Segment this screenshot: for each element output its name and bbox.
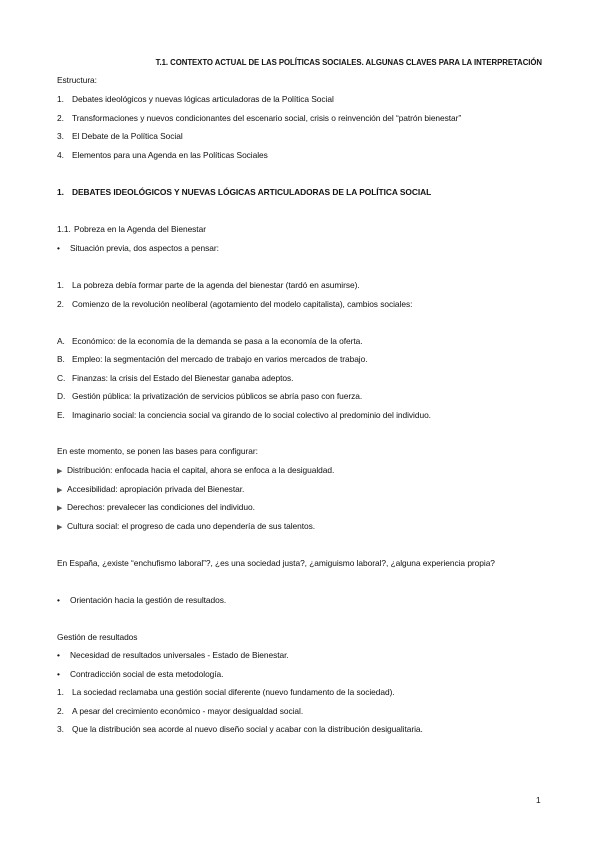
estructura-label: Estructura: — [57, 75, 97, 85]
bullet-icon: • — [57, 243, 60, 253]
bullet-icon: • — [57, 669, 60, 679]
question-paragraph: En España, ¿existe “enchufismo laboral”?, ¿es una sociedad justa?, ¿amiguismo laboral?, ¿alguna experiencia propia? — [57, 558, 495, 568]
base-item: ▶ Accesibilidad: apropiación privada del Bienestar. — [57, 484, 245, 494]
triangle-bullet-icon: ▶ — [57, 468, 63, 475]
gestion-item: 1. La sociedad reclamaba una gestión social diferente (nuevo fundamento de la sociedad). — [57, 687, 395, 697]
aspecto-item: 1. La pobreza debía formar parte de la agenda del bienestar (tardó en asumirse). — [57, 280, 360, 290]
cambio-item: E. Imaginario social: la conciencia social va girando de lo social colectivo al predominio del individuo. — [57, 410, 431, 420]
bullet-item: • Necesidad de resultados universales - Estado de Bienestar. — [57, 650, 289, 660]
estructura-item: 1. Debates ideológicos y nuevas lógicas articuladoras de la Política Social — [57, 94, 334, 104]
bases-intro: En este momento, se ponen las bases para configurar: — [57, 446, 258, 456]
section-heading: 1. DEBATES IDEOLÓGICOS Y NUEVAS LÓGICAS ARTICULADORAS DE LA POLÍTICA SOCIAL — [57, 187, 432, 197]
subsection-heading: 1.1. Pobreza en la Agenda del Bienestar — [57, 224, 206, 234]
base-item: ▶ Cultura social: el progreso de cada uno dependería de sus talentos. — [57, 521, 316, 531]
page-number: 1 — [536, 795, 541, 805]
triangle-bullet-icon: ▶ — [57, 505, 63, 512]
cambio-item: A. Económico: de la economía de la demanda se pasa a la economía de la oferta. — [57, 336, 363, 346]
gestion-label: Gestión de resultados — [57, 632, 138, 642]
bullet-item: • Contradicción social de esta metodología. — [57, 669, 224, 679]
document-title: T.1. CONTEXTO ACTUAL DE LAS POLÍTICAS SOCIALES. ALGUNAS CLAVES PARA LA INTERPRETACIÓN — [155, 58, 542, 67]
estructura-item: 4. Elementos para una Agenda en las Políticas Sociales — [57, 150, 268, 160]
bullet-icon: • — [57, 595, 60, 605]
gestion-item: 3. Que la distribución sea acorde al nuevo diseño social y acabar con la distribución desigualitaria. — [57, 724, 423, 734]
base-item: ▶ Distribución: enfocada hacia el capital, ahora se enfoca a la desigualdad. — [57, 465, 335, 475]
bullet-item: • Orientación hacia la gestión de resultados. — [57, 595, 227, 605]
triangle-bullet-icon: ▶ — [57, 524, 63, 531]
triangle-bullet-icon: ▶ — [57, 487, 63, 494]
bullet-item: • Situación previa, dos aspectos a pensar: — [57, 243, 219, 253]
estructura-item: 3. El Debate de la Política Social — [57, 131, 183, 141]
cambio-item: B. Empleo: la segmentación del mercado de trabajo en varios mercados de trabajo. — [57, 354, 368, 364]
base-item: ▶ Derechos: prevalecer las condiciones del individuo. — [57, 502, 255, 512]
cambio-item: D. Gestión pública: la privatización de servicios públicos se abría paso con fuerza. — [57, 391, 363, 401]
cambio-item: C. Finanzas: la crisis del Estado del Bienestar ganaba adeptos. — [57, 373, 294, 383]
bullet-icon: • — [57, 650, 60, 660]
gestion-item: 2. A pesar del crecimiento económico - mayor desigualdad social. — [57, 706, 304, 716]
aspecto-item: 2. Comienzo de la revolución neoliberal (agotamiento del modelo capitalista), cambios sociales: — [57, 299, 413, 309]
estructura-item: 2. Transformaciones y nuevos condicionantes del escenario social, crisis o reinvención del “patrón bienestar” — [57, 113, 462, 123]
